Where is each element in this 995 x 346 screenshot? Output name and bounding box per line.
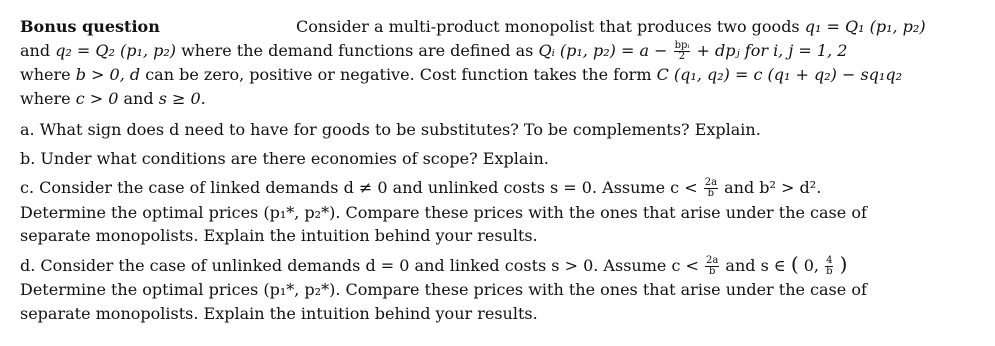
intro-line-3-text-a: where [20, 65, 71, 84]
intro-line-1 [20, 17, 950, 37]
intro-line-4-math-b: s ≥ 0. [158, 89, 206, 108]
intro-line-2 [20, 41, 847, 62]
intro-line-2-math-c: + dpⱼ for i, j = 1, 2 [696, 41, 848, 60]
question-c-line-1 [20, 178, 821, 199]
intro-line-3 [20, 65, 902, 85]
intro-line-3-text-b: can be zero, positive or negative. Cost function takes the form [145, 65, 652, 84]
question-c-line-1-text: c. Consider the case of linked demands d ≠ 0 and unlinked costs s = 0. Assume c < [20, 178, 698, 197]
interval-upper-denominator: b [826, 266, 833, 277]
question-c-fraction-numerator: 2a [704, 177, 718, 188]
demand-fraction-denominator: 2 [678, 51, 686, 62]
bonus-question-heading: Bonus question [20, 17, 160, 36]
interval-open-paren: ( [790, 252, 799, 276]
interval-upper-numerator: 4 [826, 255, 833, 266]
question-c-line-1-tail: and b² > d². [724, 178, 822, 197]
intro-line-4-math-a: c > 0 [75, 89, 119, 108]
question-d-fraction [705, 256, 719, 277]
intro-line-1-math: q₁ = Q₁ (p₁, p₂) [804, 17, 926, 36]
question-c-fraction [704, 178, 718, 199]
demand-fraction [674, 41, 691, 62]
question-d-line-1-tail: and s ∈ [725, 256, 786, 275]
interval-upper-fraction [825, 256, 833, 277]
question-d-line-3: separate monopolists. Explain the intuition behind your results. [20, 304, 538, 323]
question-b: b. Under what conditions are there economies of scope? Explain. [20, 149, 549, 168]
question-c-fraction-denominator: b [707, 188, 715, 199]
intro-line-2-text: where the demand functions are defined as [181, 41, 534, 60]
intro-line-1-tail [296, 17, 926, 37]
question-c-line-2: Determine the optimal prices (p₁*, p₂*). Compare these prices with the ones that arise under the case of [20, 203, 867, 222]
question-d-fraction-denominator: b [708, 266, 716, 277]
question-d-line-1-text: d. Consider the case of unlinked demands d = 0 and linked costs s > 0. Assume c < [20, 256, 699, 275]
intro-line-2-lead: and [20, 41, 51, 60]
intro-line-4-text-a: where [20, 89, 71, 108]
question-a: a. What sign does d need to have for goods to be substitutes? To be complements? Explain. [20, 120, 761, 139]
intro-line-4 [20, 89, 206, 109]
demand-fraction-numerator: bpᵢ [674, 40, 690, 51]
intro-line-2-math-b: Qᵢ (p₁, p₂) = a − [538, 41, 668, 60]
question-c-line-3: separate monopolists. Explain the intuition behind your results. [20, 226, 538, 245]
intro-line-4-text-b: and [123, 89, 154, 108]
interval-close-paren: ) [839, 252, 848, 276]
interval-lower-bound: 0, [803, 256, 819, 275]
question-d-line-1 [20, 252, 848, 277]
intro-line-2-math-a: q₂ = Q₂ (p₁, p₂) [55, 41, 177, 60]
question-d-line-2: Determine the optimal prices (p₁*, p₂*). Compare these prices with the ones that arise under the case of [20, 280, 867, 299]
question-d-fraction-numerator: 2a [705, 255, 719, 266]
cost-function-math: C (q₁, q₂) = c (q₁ + q₂) − sq₁q₂ [656, 65, 902, 84]
intro-line-1-text: Consider a multi-product monopolist that produces two goods [296, 17, 800, 36]
intro-line-3-math-a: b > 0, d [75, 65, 141, 84]
